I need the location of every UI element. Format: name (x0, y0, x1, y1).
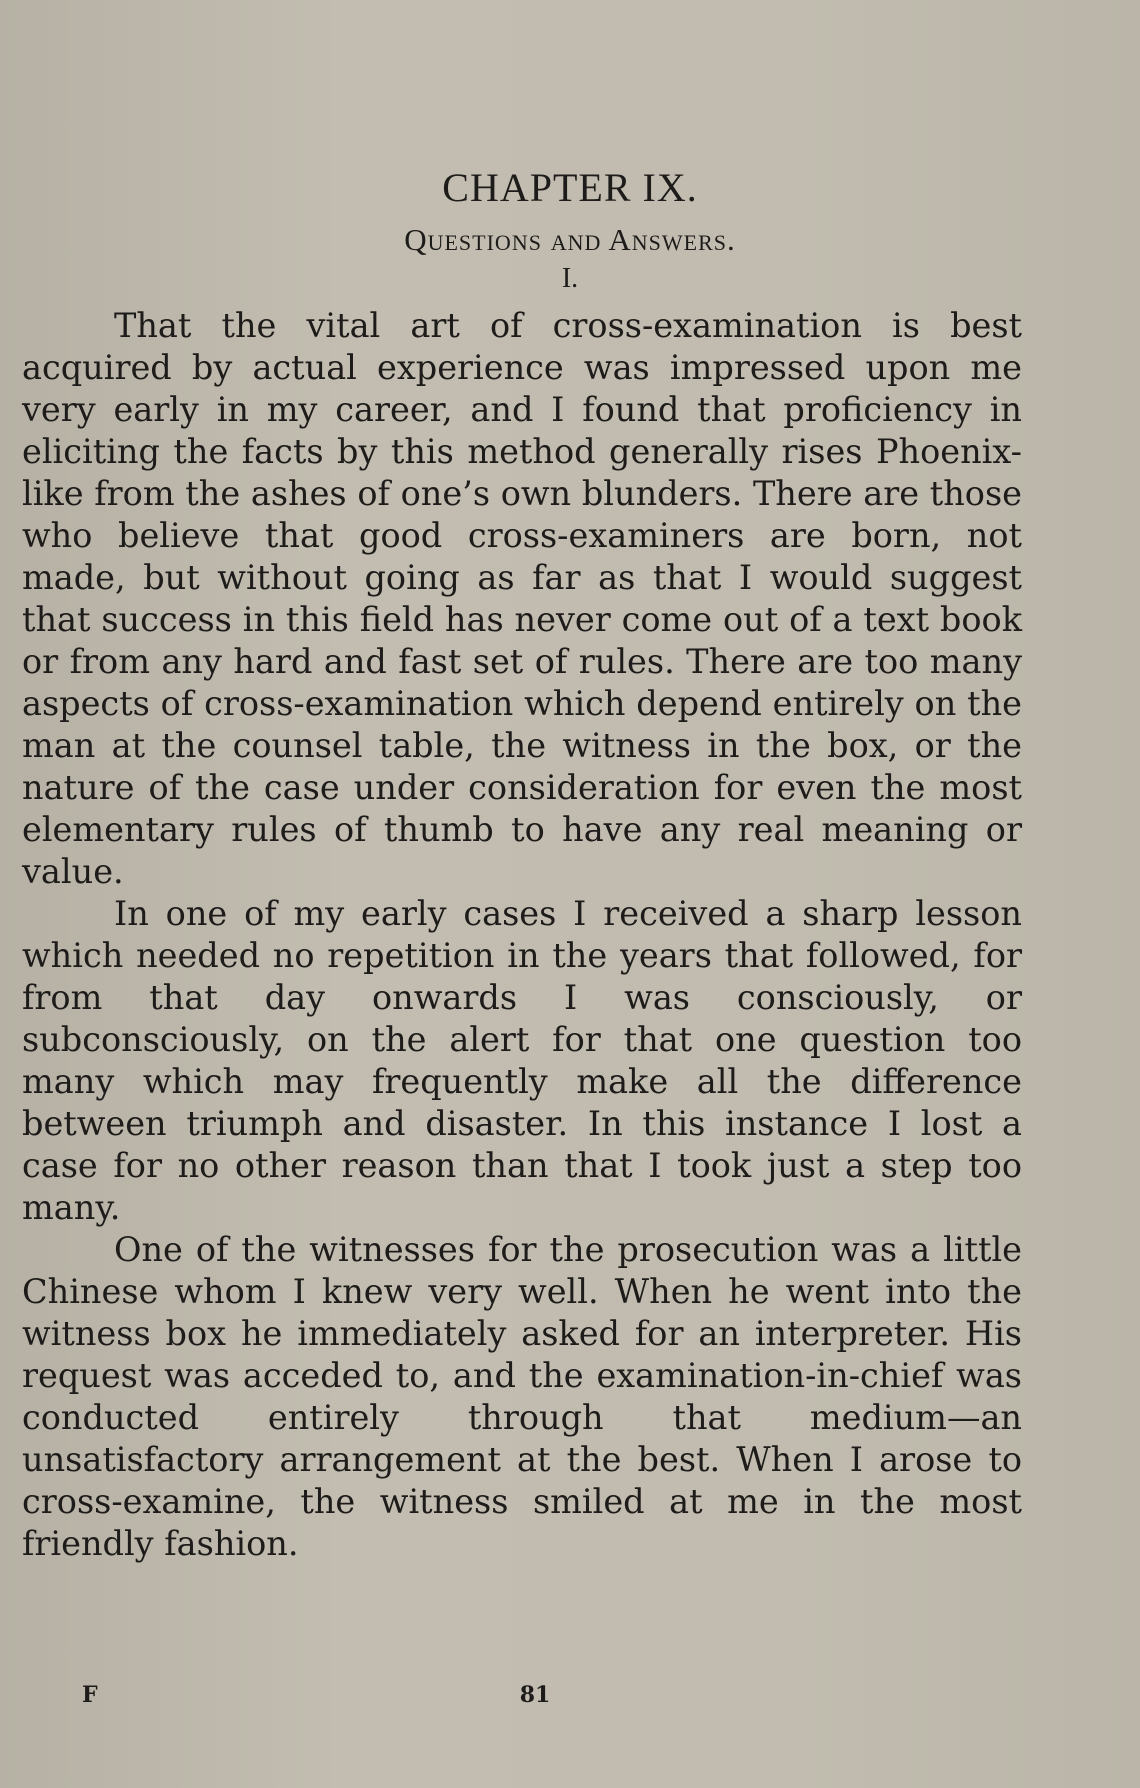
chapter-title: CHAPTER IX. (442, 165, 698, 210)
section-number: I. (561, 263, 579, 294)
paragraph: One of the witnesses for the prosecution was a little Chinese whom I knew very well. When he went into the witness box he immediately asked for an interpreter. His request was acceded to, and the examination-in-chief was conducted entirely through that medium—an unsatisfactory arrangement at the best. When I arose to cross-examine, the witness smiled at me in the most friendly fashion. (22, 1230, 1022, 1563)
page-number: 81 (519, 1682, 551, 1708)
signature-mark: F (82, 1682, 98, 1708)
page-footer (0, 1682, 1140, 1722)
chapter-header (0, 160, 1140, 296)
paragraph: That the vital art of cross-examination is best acquired by actual experience was impressed upon me very early in my career, and I found that proficiency in eliciting the facts by this method generally rises Phoenix-like from the ashes of one’s own blunders. There are those who believe that good cross-examiners are born, not made, but without going as far as that I would suggest that success in this field has never come out of a text book or from any hard and fast set of rules. There are too many aspects of cross-examination which depend entirely on the man at the counsel table, the witness in the box, or the nature of the case under consideration for even the most elementary rules of thumb to have any real meaning or value. (22, 306, 1022, 891)
section-title: Questions and Answers. (404, 222, 736, 257)
body-text (22, 305, 1022, 1565)
paragraph: In one of my early cases I received a sharp lesson which needed no repetition in the years that followed, for from that day onwards I was consciously, or subconsciously, on the alert for that one question too many which may frequently make all the difference between triumph and disaster. In this instance I lost a case for no other reason than that I took just a step too many. (22, 894, 1022, 1227)
